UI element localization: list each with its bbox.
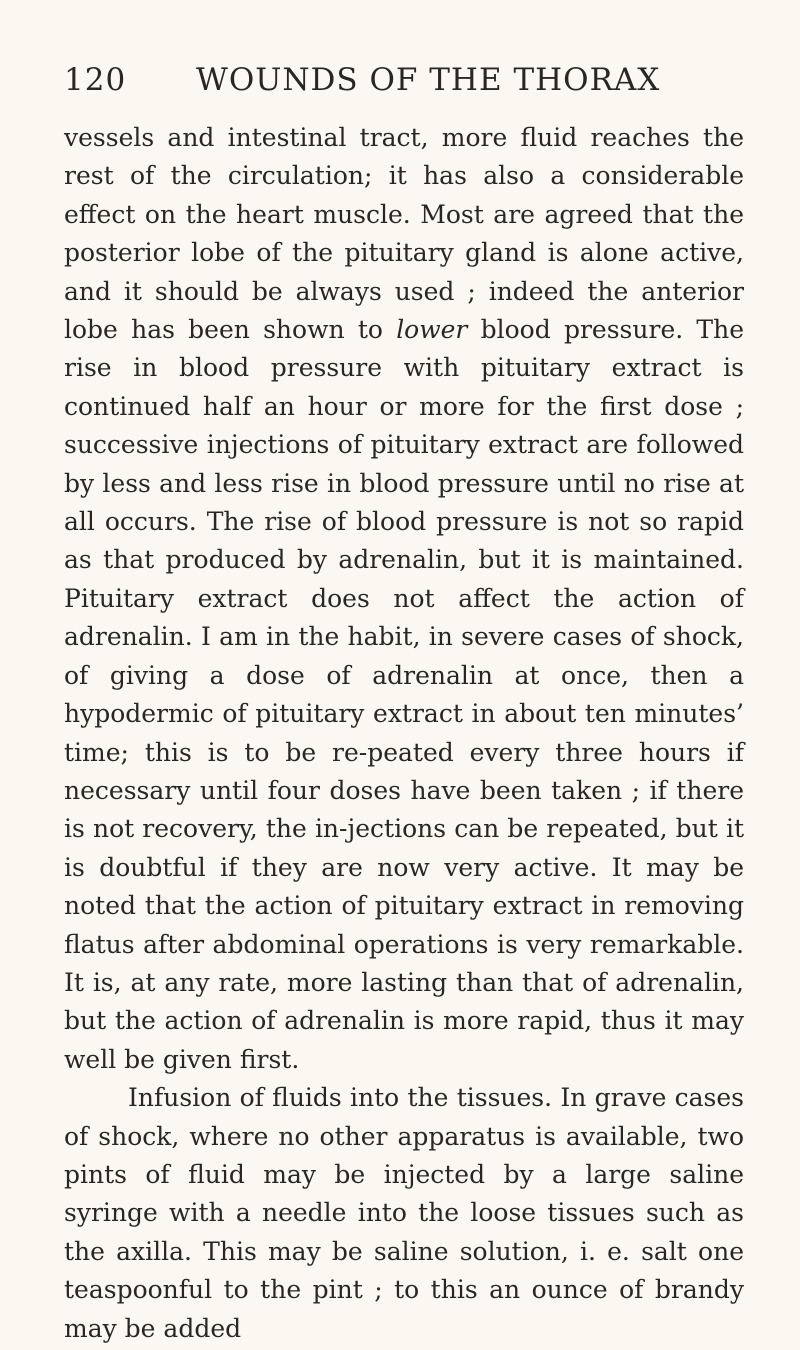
page-number: 120 bbox=[64, 62, 127, 98]
running-title: WOUNDS OF THE THORAX bbox=[196, 62, 661, 98]
paragraph-pituitary-extract-part-1: vessels and intestinal tract, more fluid reaches the rest of the circulation; it has also a considerable effect on the heart muscle. Most are agreed that the posterior lobe of the pituitary gland is alone active, and it should be always used ; indeed the anterior lobe has been shown to bbox=[64, 123, 744, 345]
paragraph-pituitary-extract-part-2: blood pressure. The rise in blood pressure with pituitary extract is continued half an hour or more for the first dose ; successive injections of pituitary extract are followed by less and less rise in blood pressure until no rise at all occurs. The rise of blood pressure is not so rapid as that produced by adrenalin, but it is maintained. Pituitary extract does not affect the action of adrenalin. I am in the habit, in severe cases of shock, of giving a dose of adrenalin at once, then a hypodermic of pituitary extract in about ten minutes’ time; this is to be re-peated every three hours if necessary until four doses have been taken ; if there is not recovery, the in-jections can be repeated, but it is doubtful if they are now very active. It may be noted that the action of pituitary extract in removing flatus after abdominal operations is very remarkable. It is, at any rate, more lasting than that of adrenalin, but the action of adrenalin is more rapid, thus it may well be given first. bbox=[64, 315, 744, 1074]
page-header bbox=[64, 60, 736, 110]
paragraph-infusion-of-fluids: Infusion of fluids into the tissues. In grave cases of shock, where no other apparatus is available, two pints of fluid may be injected by a large saline syringe with a needle into the loose tissues such as the axilla. This may be saline solution, i. e. salt one teaspoonful to the pint ; to this an ounce of brandy may be added bbox=[64, 1083, 744, 1343]
emphasized-word-lower: lower bbox=[396, 315, 468, 345]
paragraph-pituitary-extract bbox=[64, 119, 744, 1079]
body-text bbox=[64, 119, 744, 1348]
